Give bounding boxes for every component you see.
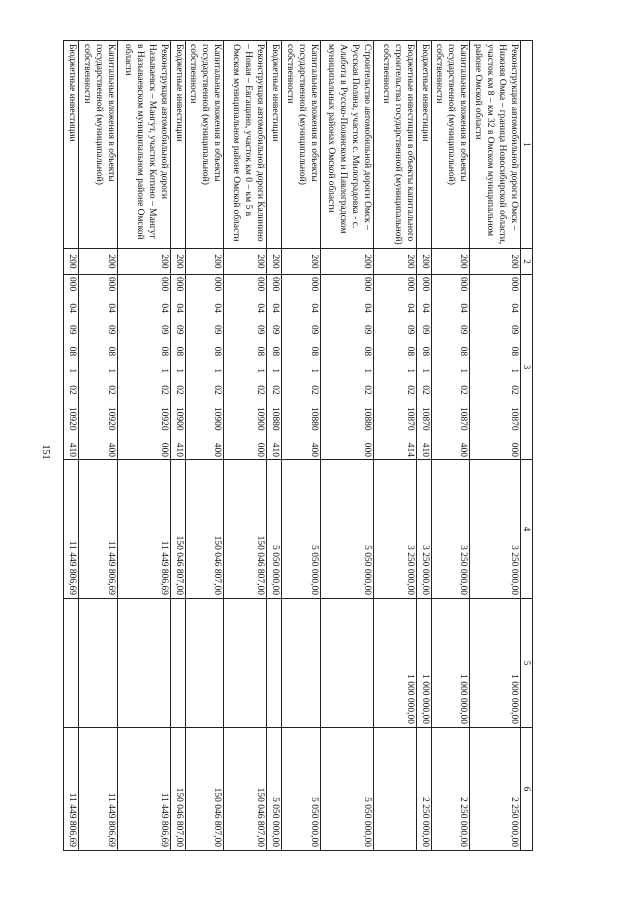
- code-part: 09: [105, 325, 116, 335]
- code-part: 1: [419, 368, 430, 374]
- header-col-3: 3: [520, 275, 532, 460]
- grbs-code: 200: [373, 249, 416, 275]
- code-part: 1: [270, 368, 281, 374]
- budget-classification-code: [282, 275, 321, 460]
- budget-classification-code: [373, 275, 416, 460]
- code-part: 1: [255, 368, 266, 374]
- amount-col-6: 11 449 806,69: [117, 728, 170, 851]
- code-part: 04: [255, 303, 266, 313]
- item-name: Строительство автомобильной дороги Омск – Русская Поляна, участок с. Милоградовка - с. Алабота в Русско-Полянском и Павлоградском муниципальных районах Омской области: [320, 41, 373, 249]
- code-part: 10880: [361, 406, 372, 431]
- code-part: 02: [508, 385, 519, 395]
- code-part: 000: [508, 442, 519, 457]
- item-name: Бюджетные инвестиции: [416, 41, 431, 249]
- code-part: 10880: [270, 406, 281, 431]
- item-name: Реконструкция автомобильной дороги Называевск – Мангут, участок Котино – Мангут в Называевском муниципальном районе Омской области: [117, 41, 170, 249]
- amount-col-6: 5 050 000,00: [267, 728, 282, 851]
- code-part: 000: [361, 277, 372, 292]
- code-part: 04: [173, 303, 184, 313]
- budget-table: [63, 40, 533, 851]
- code-part: 08: [508, 346, 519, 357]
- code-part: 04: [212, 303, 223, 313]
- code-part: 414: [404, 442, 415, 457]
- amount-col-4: 5 050 000,00: [320, 460, 373, 599]
- code-part: 400: [308, 442, 319, 457]
- code-part: 410: [67, 442, 78, 457]
- code-part: 1: [458, 368, 469, 374]
- code-part: 09: [508, 325, 519, 335]
- table-row: [117, 41, 170, 851]
- amount-col-6: 2 250 000,00: [431, 728, 470, 851]
- item-name: Капитальные вложения в объекты государственной (муниципальной) собственности: [282, 41, 321, 249]
- amount-col-5: [282, 599, 321, 728]
- amount-col-6: 150 046 807,00: [170, 728, 185, 851]
- code-part: 08: [105, 346, 116, 357]
- amount-col-5: [170, 599, 185, 728]
- code-parts: [307, 277, 319, 457]
- budget-classification-code: [170, 275, 185, 460]
- amount-col-4: 11 449 806,69: [117, 460, 170, 599]
- code-parts: [253, 277, 265, 457]
- code-part: 1: [508, 368, 519, 374]
- code-parts: [403, 277, 415, 457]
- code-part: 1: [67, 368, 78, 374]
- code-part: 000: [361, 442, 372, 457]
- code-part: 09: [308, 325, 319, 335]
- code-part: 09: [67, 325, 78, 335]
- code-parts: [172, 277, 184, 457]
- code-part: 02: [404, 385, 415, 395]
- budget-classification-code: [224, 275, 267, 460]
- amount-col-6: 11 449 806,69: [64, 728, 79, 851]
- grbs-code: 200: [224, 249, 267, 275]
- header-col-6: 6: [520, 728, 532, 851]
- code-part: 10900: [173, 406, 184, 431]
- code-part: 000: [212, 277, 223, 292]
- table-row: [267, 41, 282, 851]
- code-part: 000: [158, 442, 169, 457]
- code-part: 000: [308, 277, 319, 292]
- code-part: 04: [404, 303, 415, 313]
- table-row: [431, 41, 470, 851]
- code-parts: [456, 277, 468, 457]
- budget-classification-code: [64, 275, 79, 460]
- code-part: 000: [105, 277, 116, 292]
- code-part: 10870: [419, 406, 430, 431]
- budget-classification-code: [320, 275, 373, 460]
- code-part: 02: [458, 385, 469, 395]
- table-row: [64, 41, 79, 851]
- code-part: 10920: [105, 406, 116, 431]
- table-row: [224, 41, 267, 851]
- code-part: 08: [212, 346, 223, 357]
- grbs-code: 200: [64, 249, 79, 275]
- code-part: 000: [255, 442, 266, 457]
- code-part: 02: [361, 385, 372, 395]
- code-part: 000: [173, 277, 184, 292]
- grbs-code: 200: [431, 249, 470, 275]
- amount-col-6: 150 046 807,00: [185, 728, 224, 851]
- code-part: 02: [419, 385, 430, 395]
- grbs-code: 200: [320, 249, 373, 275]
- code-part: 000: [270, 277, 281, 292]
- rotated-table-container: [67, 40, 533, 850]
- code-part: 09: [404, 325, 415, 335]
- header-col-5: 5: [520, 599, 532, 728]
- code-part: 10870: [508, 406, 519, 431]
- amount-col-5: [117, 599, 170, 728]
- item-name: Реконструкция автомобильной дороги Калинино – Новая – Евгащино, участок км 0 – км 5 в Омском муниципальном районе Омской области: [224, 41, 267, 249]
- amount-col-6: 150 046 807,00: [224, 728, 267, 851]
- amount-col-4: 150 046 807,00: [224, 460, 267, 599]
- budget-classification-code: [470, 275, 521, 460]
- budget-classification-code: [185, 275, 224, 460]
- amount-col-4: 150 046 807,00: [185, 460, 224, 599]
- code-part: 000: [419, 277, 430, 292]
- code-part: 04: [270, 303, 281, 313]
- code-part: 000: [404, 277, 415, 292]
- code-part: 04: [419, 303, 430, 313]
- table-row: [373, 41, 416, 851]
- amount-col-6: [373, 728, 416, 851]
- code-parts: [210, 277, 222, 457]
- item-name: Бюджетные инвестиции: [267, 41, 282, 249]
- code-part: 08: [419, 346, 430, 357]
- code-part: 08: [67, 346, 78, 357]
- code-part: 08: [361, 346, 372, 357]
- code-part: 10900: [212, 406, 223, 431]
- budget-classification-code: [117, 275, 170, 460]
- grbs-code: 200: [282, 249, 321, 275]
- grbs-code: 200: [267, 249, 282, 275]
- amount-col-5: [224, 599, 267, 728]
- amount-col-4: 3 250 000,00: [416, 460, 431, 599]
- code-part: 04: [458, 303, 469, 313]
- code-parts: [418, 277, 430, 457]
- item-name: Капитальные вложения в объекты государственной (муниципальной) собственности: [79, 41, 118, 249]
- code-part: 08: [308, 346, 319, 357]
- grbs-code: 200: [117, 249, 170, 275]
- table-row: [282, 41, 321, 851]
- header-col-4: 4: [520, 460, 532, 599]
- amount-col-4: 150 046 807,00: [170, 460, 185, 599]
- code-part: 08: [458, 346, 469, 357]
- amount-col-6: 2 250 000,00: [416, 728, 431, 851]
- budget-classification-code: [416, 275, 431, 460]
- header-col-2: 2: [520, 249, 532, 275]
- grbs-code: 200: [79, 249, 118, 275]
- amount-col-4: 5 050 000,00: [267, 460, 282, 599]
- code-parts: [268, 277, 280, 457]
- budget-classification-code: [79, 275, 118, 460]
- page-number: 151: [40, 444, 51, 460]
- code-part: 1: [308, 368, 319, 374]
- code-part: 08: [173, 346, 184, 357]
- amount-col-5: [267, 599, 282, 728]
- table-row: [79, 41, 118, 851]
- table-row: [170, 41, 185, 851]
- code-part: 09: [361, 325, 372, 335]
- code-part: 02: [67, 385, 78, 395]
- code-part: 04: [105, 303, 116, 313]
- code-part: 10880: [308, 406, 319, 431]
- amount-col-4: 3 250 000,00: [373, 460, 416, 599]
- code-parts: [507, 277, 519, 457]
- amount-col-5: 1 000 000,00: [470, 599, 521, 728]
- code-part: 410: [270, 442, 281, 457]
- code-parts: [65, 277, 77, 457]
- amount-col-5: [64, 599, 79, 728]
- amount-col-6: 5 050 000,00: [320, 728, 373, 851]
- code-part: 000: [255, 277, 266, 292]
- amount-col-5: 1 000 000,00: [373, 599, 416, 728]
- code-part: 09: [158, 325, 169, 335]
- code-part: 1: [212, 368, 223, 374]
- table-row: [416, 41, 431, 851]
- code-part: 400: [458, 442, 469, 457]
- code-parts: [104, 277, 116, 457]
- code-part: 09: [419, 325, 430, 335]
- code-part: 02: [270, 385, 281, 395]
- code-part: 02: [158, 385, 169, 395]
- code-part: 04: [308, 303, 319, 313]
- grbs-code: 200: [185, 249, 224, 275]
- code-part: 000: [458, 277, 469, 292]
- page-content: [67, 40, 533, 850]
- code-part: 09: [255, 325, 266, 335]
- table-row: [185, 41, 224, 851]
- amount-col-6: 2 250 000,00: [470, 728, 521, 851]
- code-part: 1: [404, 368, 415, 374]
- code-part: 000: [158, 277, 169, 292]
- amount-col-4: 3 250 000,00: [431, 460, 470, 599]
- header-col-1: 1: [520, 41, 532, 249]
- code-part: 400: [105, 442, 116, 457]
- code-part: 1: [361, 368, 372, 374]
- amount-col-5: 1 000 000,00: [416, 599, 431, 728]
- code-part: 04: [158, 303, 169, 313]
- code-part: 09: [212, 325, 223, 335]
- amount-col-4: 11 449 806,69: [79, 460, 118, 599]
- grbs-code: 200: [170, 249, 185, 275]
- code-part: 04: [361, 303, 372, 313]
- code-part: 08: [404, 346, 415, 357]
- grbs-code: 200: [470, 249, 521, 275]
- amount-col-5: [320, 599, 373, 728]
- code-part: 10870: [404, 406, 415, 431]
- table-row: [470, 41, 521, 851]
- budget-classification-code: [267, 275, 282, 460]
- amount-col-4: 3 250 000,00: [470, 460, 521, 599]
- code-part: 02: [212, 385, 223, 395]
- item-name: Реконструкция автомобильной дороги Омск – Нижняя Омка – граница Новосибирской области, участок км 8 – км 32 в Омском муниципальном районе Омской области: [470, 41, 521, 249]
- code-part: 1: [158, 368, 169, 374]
- code-part: 08: [270, 346, 281, 357]
- code-part: 000: [67, 277, 78, 292]
- code-part: 08: [158, 346, 169, 357]
- amount-col-6: 5 050 000,00: [282, 728, 321, 851]
- code-part: 410: [419, 442, 430, 457]
- code-part: 10920: [67, 406, 78, 431]
- code-part: 09: [270, 325, 281, 335]
- code-part: 000: [508, 277, 519, 292]
- table-row: [320, 41, 373, 851]
- code-part: 10920: [158, 406, 169, 431]
- code-part: 1: [105, 368, 116, 374]
- code-part: 400: [212, 442, 223, 457]
- code-part: 02: [308, 385, 319, 395]
- amount-col-5: 1 000 000,00: [431, 599, 470, 728]
- grbs-code: 200: [416, 249, 431, 275]
- code-part: 04: [508, 303, 519, 313]
- code-part: 09: [458, 325, 469, 335]
- code-part: 410: [173, 442, 184, 457]
- item-name: Бюджетные инвестиции: [170, 41, 185, 249]
- code-part: 02: [173, 385, 184, 395]
- code-part: 09: [173, 325, 184, 335]
- code-parts: [157, 277, 169, 457]
- budget-classification-code: [431, 275, 470, 460]
- amount-col-5: [185, 599, 224, 728]
- table-header-row: [520, 41, 532, 851]
- item-name: Бюджетные инвестиции: [64, 41, 79, 249]
- code-part: 02: [105, 385, 116, 395]
- code-part: 10900: [255, 406, 266, 431]
- code-part: 10870: [458, 406, 469, 431]
- item-name: Капитальные вложения в объекты государственной (муниципальной) собственности: [431, 41, 470, 249]
- item-name: Капитальные вложения в объекты государственной (муниципальной) собственности: [185, 41, 224, 249]
- code-part: 1: [173, 368, 184, 374]
- code-part: 04: [67, 303, 78, 313]
- amount-col-6: 11 449 806,69: [79, 728, 118, 851]
- item-name: Бюджетные инвестиции в объекты капитального строительства государственной (муниципальной) собственности: [373, 41, 416, 249]
- code-part: 02: [255, 385, 266, 395]
- code-part: 08: [255, 346, 266, 357]
- amount-col-4: 5 050 000,00: [282, 460, 321, 599]
- code-parts: [360, 277, 372, 457]
- amount-col-5: [79, 599, 118, 728]
- table-body: [64, 41, 521, 851]
- amount-col-4: 11 449 806,69: [64, 460, 79, 599]
